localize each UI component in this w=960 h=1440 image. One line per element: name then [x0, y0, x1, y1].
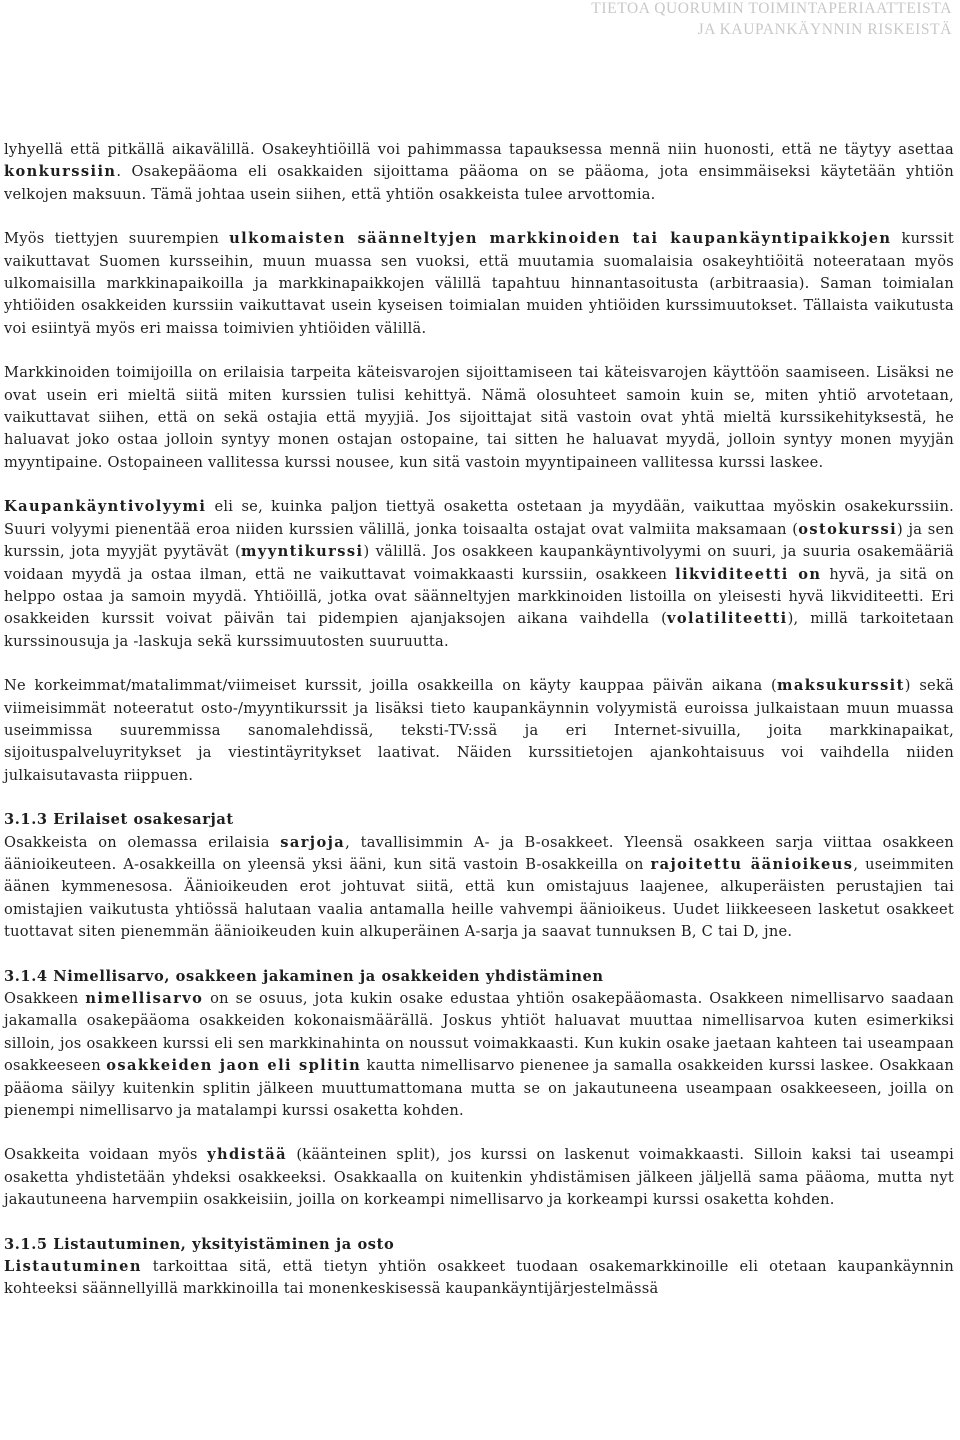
text: (käänteinen split), jos kurssi on laskenut voimakkaasti. Silloin kaksi tai useampi osaketta yhdistetään yhdeksi osakkeeksi. Osakkaalla on kuitenkin yhdistämisen jälkeen jäljellä sama pääoma, mutta nyt jakautuneena harvempiin osakkeisiin, joilla on korkeampi nimellisarvo ja korkeampi kurssi osaketta kohden.	[4, 1146, 955, 1209]
text: on se osuus, jota kukin osake edustaa yhtiön osakepääomasta. Osakkeen nimellisarvo saadaan jakamalla osakepääoma osakkeiden kokonaismäärällä. Joskus yhtiöt haluavat muuttaa nimellisarvoa kuten esimerkiksi silloin, jos osakkeen kurssi eli sen markkinahinta on noussut voimakkaasti. Kun kukin osake jaetaan kahteen tai useampaan osakkeeseen	[4, 990, 954, 1075]
text: . Osakepääoma eli osakkaiden sijoittama pääoma on se pääoma, jota ensimmäiseksi käytetään yhtiön velkojen maksuun. Tämä johtaa usein siihen, että yhtiön osakkeista tulee arvottomia.	[4, 163, 954, 203]
text: Osakkeista on olemassa erilaisia	[4, 833, 281, 851]
running-header	[591, 0, 952, 40]
text: ) sekä viimeisimmät noteeratut osto-/myyntikurssit ja lisäksi tieto kaupankäynnin volyymistä euroissa julkaistaan muun muassa useimmissa suuremmissa sanomalehdissä, teksti-TV:ssä ja eri Internet-sivuilla, joita markkinapaikat, sijoituspalveluyritykset ja viestintäyritykset laativat. Näiden kurssitietojen ajankohtaisuus voi vaihdella niiden julkaisutavasta riippuen.	[4, 677, 954, 784]
term-likviditeetti: likviditeetti on	[675, 565, 822, 583]
running-header-line-2: JA KAUPANKÄYNNIN RISKEISTÄ	[697, 21, 952, 38]
term-yhdistaa: yhdistää	[207, 1146, 287, 1164]
paragraph-trading-volume	[4, 496, 954, 653]
term-maksukurssit: maksukurssit	[777, 677, 905, 695]
text: Ne korkeimmat/matalimmat/viimeiset kurssit, joilla osakkeilla on käyty kauppaa päivän aikana (	[4, 677, 777, 695]
term-rajoitettu-aanioikeus: rajoitettu äänioikeus	[650, 855, 854, 873]
term-split: osakkeiden jaon eli splitin	[106, 1057, 362, 1075]
term-konkurssi: konkurssiin	[4, 163, 117, 181]
text: , tavallisimmin A- ja B-osakkeet. Yleensä osakkeen sarja viittaa osakkeen äänioikeuteen. A-osakkeilla on yleensä yksi ääni, kun sitä vastoin B-osakkeilla on	[4, 833, 954, 873]
term-listautuminen: Listautuminen	[4, 1258, 142, 1276]
text: ) välillä. Jos osakkeen kaupankäyntivolyymi on suuri, ja suuria osakemääriä voidaan myydä ja ostaa ilman, että ne vaikuttavat voimakkaasti kurssiin, osakkeen	[4, 543, 955, 583]
text: Osakkeen	[4, 990, 86, 1007]
text: lyhyellä että pitkällä aikavälillä. Osakeyhtiöillä voi pahimmassa tapauksessa mennä niin huonosti, että ne täytyy asettaa	[4, 141, 954, 158]
term-ostokurssi: ostokurssi	[798, 520, 898, 538]
text: ), millä tarkoitetaan kurssinousuja ja -laskuja sekä kurssimuutosten suuruutta.	[4, 610, 955, 650]
text: Myös tiettyjen suurempien	[4, 230, 230, 248]
section-heading-3-1-3: 3.1.3 Erilaiset osakesarjat	[4, 811, 234, 829]
text: Markkinoiden toimijoilla on erilaisia tarpeita käteisvarojen sijoittamiseen tai käteisvarojen käyttöön saamiseen. Lisäksi ne ovat usein eri mieltä siitä miten kurssien tulisi kehittyä. Nämä olosuhteet samoin kuin se, miten yhtiö arvotetaan, vaikuttavat siihen, että on sekä ostajia että myyjiä. Jos sijoittajat sitä vastoin ovat yhtä mieltä kurssikehityksestä, he haluavat joko ostaa jolloin syntyy monen ostajan ostopaine, tai sitten he haluavat myydä, jolloin syntyy monen myyjän myyntipaine. Ostopaineen vallitessa kurssi nousee, kun sitä vastoin myyntipaineen vallitessa kurssi laskee.	[4, 364, 954, 471]
text: eli se, kuinka paljon tiettyä osaketta ostetaan ja myydään, vaikuttaa myöskin osakekurssiin. Suuri volyymi pienentää eroa niiden kurssien välillä, jonka toisaalta ostajat ovat valmiita maksamaan (	[4, 498, 954, 538]
text: tarkoittaa sitä, että tietyn yhtiön osakkeet tuodaan osakemarkkinoille eli otetaan kaupankäynnin kohteeksi säännellyillä markkinoilla tai monenkeskisessä kaupankäyntijärjestelmässä	[4, 1258, 954, 1298]
text: ) ja sen kurssin, jota myyjät pyytävät (	[4, 520, 954, 561]
text: , useimmiten äänen kymmenesosa. Äänioikeuden erot johtuvat siitä, että kun omistajuus laajenee, alkuperäisten perustajien tai omistajien vaikutusta yhtiössä halutaan vaalia antamalla heille vahvempi äänioikeus. Uudet liikkeeseen lasketut osakkeet tuottavat siten pienemmän äänioikeuden kuin alkuperäinen A-sarja ja saavat tunnuksen B, C tai D, jne.	[4, 855, 954, 941]
text: kautta nimellisarvo pienenee ja samalla osakkeiden kurssi laskee. Osakkaan pääoma säilyy kuitenkin splitin jälkeen muuttumattomana mutta se on jakautuneena useampaan osakkeeseen, joilla on pienempi nimellisarvo ja matalampi kurssi osaketta kohden.	[4, 1057, 954, 1120]
section-heading-3-1-4: 3.1.4 Nimellisarvo, osakkeen jakaminen ja osakkeiden yhdistäminen	[4, 967, 604, 985]
running-header-line-1: TIETOA QUORUMIN TOIMINTAPERIAATTEISTA	[591, 0, 952, 17]
section-heading-3-1-5: 3.1.5 Listautuminen, yksityistäminen ja osto	[4, 1235, 395, 1253]
text: Osakkeita voidaan myös	[4, 1146, 208, 1164]
paragraph-bankruptcy	[4, 139, 954, 206]
term-nimellisarvo: nimellisarvo	[85, 990, 204, 1007]
paragraph-reverse-split	[4, 1144, 954, 1211]
document-body	[4, 139, 954, 1301]
text: kurssit vaikuttavat Suomen kursseihin, muun muassa sen vuoksi, että muutamia suomalaisia osakeyhtiöitä noteerataan myös ulkomaisilla markkinapaikoilla ja markkinapaikkojen välillä tapahtuu hinnantasoitusta (arbitraasia). Saman toimialan yhtiöiden osakkeiden kurssiin vaikuttavat usein kyseisen toimialan muiden yhtiöiden kurssimuutokset. Tällaista vaikutusta voi esiintyä myös eri maissa toimivien yhtiöiden välillä.	[4, 230, 954, 337]
term-sarjoja: sarjoja	[280, 833, 346, 851]
paragraph-price-publication	[4, 675, 954, 787]
paragraph-market-participants	[4, 362, 954, 474]
term-volatiliteetti: volatiliteetti	[667, 610, 788, 628]
paragraph-nominal-value	[4, 988, 954, 1122]
term-foreign-markets: ulkomaisten säänneltyjen markkinoiden tai kaupankäyntipaikkojen	[229, 230, 892, 248]
term-myyntikurssi: myyntikurssi	[240, 543, 364, 561]
paragraph-foreign-markets	[4, 228, 954, 340]
term-kaupankayntivolyymi: Kaupankäyntivolyymi	[4, 498, 207, 516]
text: hyvä, ja sitä on helppo ostaa ja samoin myydä. Yhtiöillä, jotka ovat säänneltyjen markkinoiden listoilla on yleisesti hyvä likviditeetti. Eri osakkeiden kurssit voivat päivän tai pidempien ajanjaksojen aikana vaihdella (	[4, 565, 954, 628]
paragraph-listing	[4, 1256, 954, 1301]
paragraph-share-series	[4, 832, 954, 944]
